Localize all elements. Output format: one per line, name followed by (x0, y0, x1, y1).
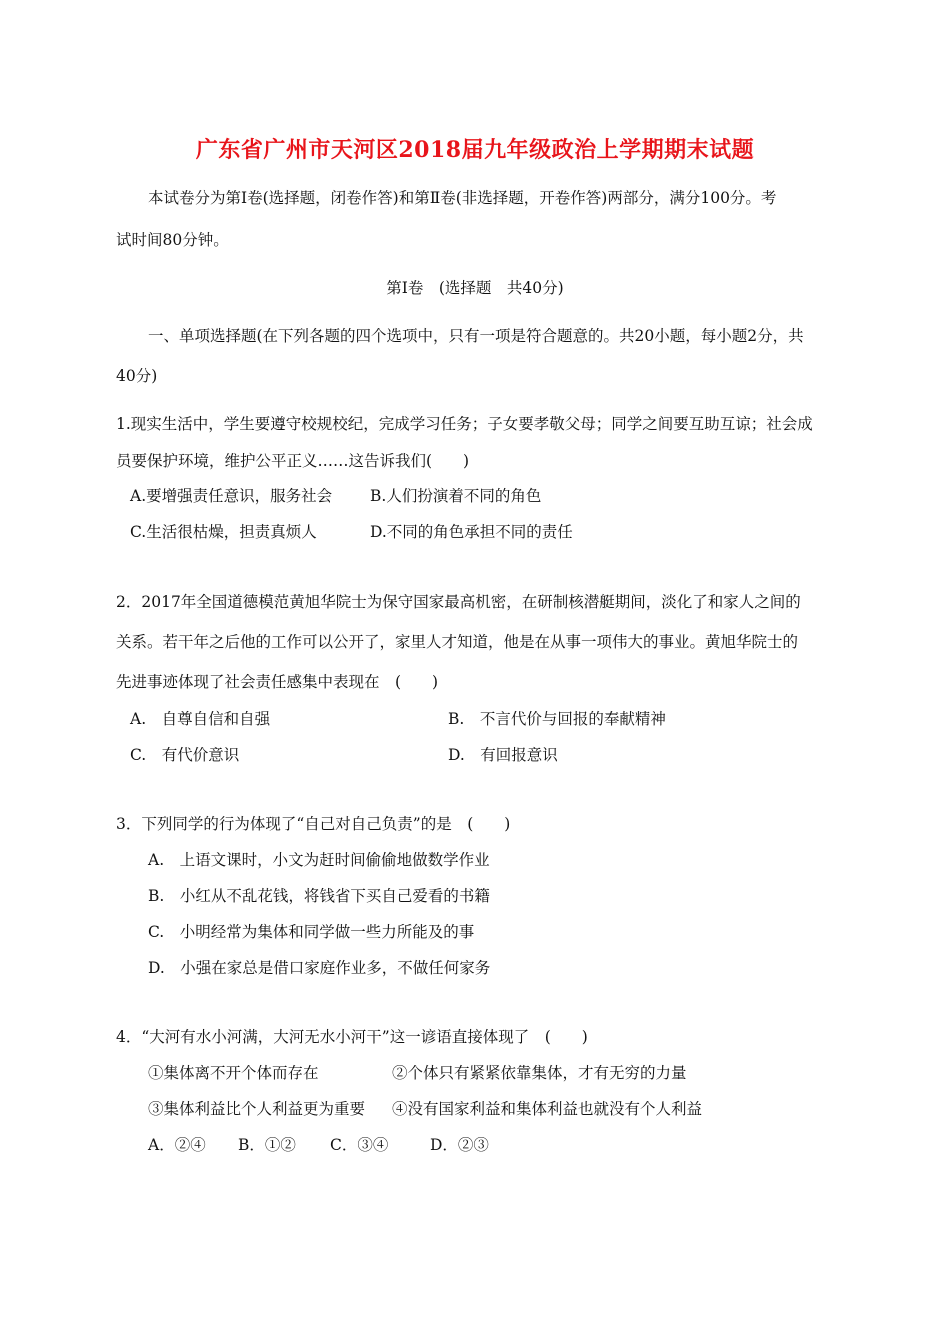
q2-option-c: C. 有代价意识 (130, 746, 240, 764)
q3-option-b: B. 小红从不乱花钱，将钱省下买自己爱看的书籍 (148, 887, 490, 905)
q4-option-a: A．②④ (148, 1136, 206, 1154)
q4-stem: 4．“大河有水小河满，大河无水小河干”这一谚语直接体现了 ( ) (116, 1028, 588, 1046)
q4-statement-2: ②个体只有紧紧依靠集体，才有无穷的力量 (392, 1064, 687, 1082)
q4-statement-3: ③集体利益比个人利益更为重要 (148, 1100, 366, 1118)
intro-line-2: 试时间80分钟。 (116, 231, 229, 249)
q4-option-d: D．②③ (430, 1136, 489, 1154)
part-one-line-2: 40分) (116, 367, 158, 385)
q4-option-b: B．①② (238, 1136, 296, 1154)
q4-statement-1: ①集体离不开个体而存在 (148, 1064, 319, 1082)
intro-line-1: 本试卷分为第Ⅰ卷(选择题，闭卷作答)和第Ⅱ卷(非选择题，开卷作答)两部分，满分100分。考 (148, 189, 777, 207)
q2-stem-line-1: 2．2017年全国道德模范黄旭华院士为保守国家最高机密，在研制核潜艇期间，淡化了和家人之间的 (116, 593, 801, 611)
q2-stem-line-2: 关系。若干年之后他的工作可以公开了，家里人才知道，他是在从事一项伟大的事业。黄旭华院士的 (116, 633, 799, 651)
section-heading: 第Ⅰ卷 (选择题 共40分) (386, 279, 564, 297)
q2-option-b: B. 不言代价与回报的奉献精神 (448, 710, 666, 728)
q1-option-b: B.人们扮演着不同的角色 (370, 487, 542, 505)
part-one-line-1: 一、单项选择题(在下列各题的四个选项中，只有一项是符合题意的。共20小题，每小题2分，共 (148, 327, 804, 345)
q1-option-d: D.不同的角色承担不同的责任 (370, 523, 573, 541)
q3-option-a: A. 上语文课时，小文为赶时间偷偷地做数学作业 (148, 851, 490, 869)
q2-option-d: D. 有回报意识 (448, 746, 558, 764)
q4-statement-4: ④没有国家利益和集体利益也就没有个人利益 (392, 1100, 703, 1118)
q3-option-c: C. 小明经常为集体和同学做一些力所能及的事 (148, 923, 475, 941)
q1-stem-line-1: 1.现实生活中，学生要遵守校规校纪，完成学习任务；子女要孝敬父母；同学之间要互助互谅；社会成 (116, 415, 813, 433)
q1-option-a: A.要增强责任意识，服务社会 (130, 487, 333, 505)
q3-option-d: D. 小强在家总是借口家庭作业多，不做任何家务 (148, 959, 491, 977)
q3-stem: 3．下列同学的行为体现了“自己对自己负责”的是 ( ) (116, 815, 511, 833)
q1-stem-line-2: 员要保护环境，维护公平正义……这告诉我们( ) (116, 452, 470, 470)
q4-option-c: C．③④ (330, 1136, 389, 1154)
q2-option-a: A. 自尊自信和自强 (130, 710, 271, 728)
q1-option-c: C.生活很枯燥，担责真烦人 (130, 523, 317, 541)
exam-title: 广东省广州市天河区2018届九年级政治上学期期末试题 (195, 137, 755, 163)
q2-stem-line-3: 先进事迹体现了社会责任感集中表现在 ( ) (116, 673, 439, 691)
